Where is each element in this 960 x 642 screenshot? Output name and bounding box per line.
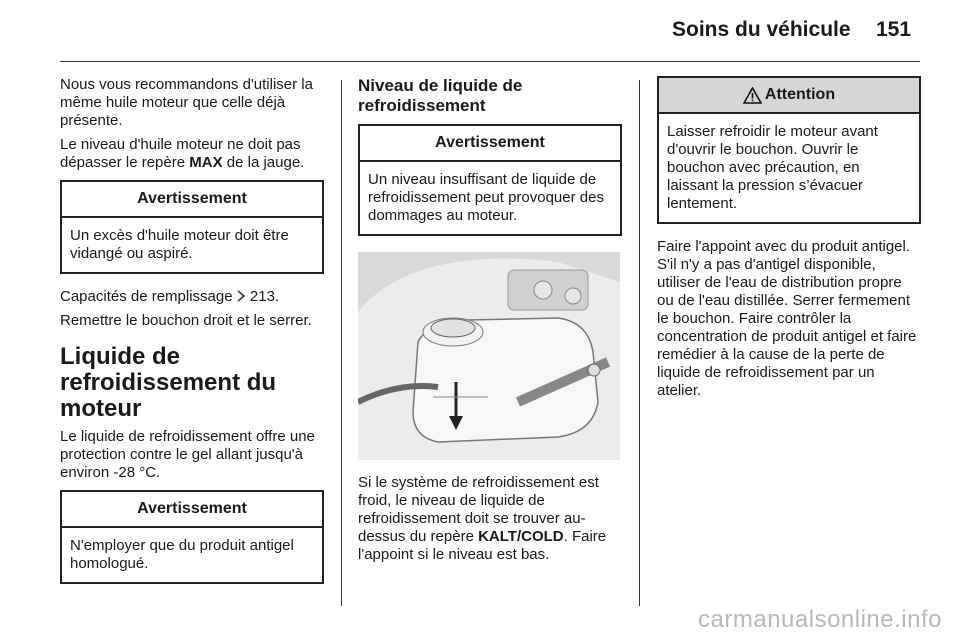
section-heading-coolant: Liquide de refroidissement du moteur <box>60 343 277 422</box>
page-reference: 213. <box>245 288 280 305</box>
warning-box-antifreeze <box>60 490 324 584</box>
text: Le niveau d'huile moteur ne doit pas dépasser le repère <box>60 136 301 171</box>
attention-label: Attention <box>764 86 836 103</box>
attention-heading <box>659 78 919 114</box>
warning-heading: Avertissement <box>62 182 322 218</box>
max-mark: MAX <box>189 154 223 171</box>
column-right <box>657 76 921 406</box>
warning-text: N'employer que du produit antigel homologué. <box>70 537 294 572</box>
watermark: carmanualsonline.info <box>698 606 942 633</box>
text: Si le système de refroidissement est froid, le niveau de liquide de refroidissement doit se trouver au-dessus du repère <box>358 474 599 545</box>
warning-text: Un excès d'huile moteur doit être vidangé ou aspiré. <box>70 227 289 262</box>
attention-box <box>657 76 921 224</box>
paragraph-cap-tighten: Remettre le bouchon droit et le serrer. <box>60 312 312 329</box>
header-rule <box>60 61 920 62</box>
warning-box-coolant <box>358 124 622 236</box>
attention-text: Laisser refroidir le moteur avant d'ouvrir le bouchon. Ouvrir le bouchon avec précaution, en laissant la pression s’évacuer lentement. <box>667 123 878 212</box>
paragraph-topup-instructions: Faire l'appoint avec du produit antigel. S'il n'y a pas d'antigel disponible, utiliser de l'eau de distribution propre ou de l'eau distillée. Serrer fermement le bouchon. Faire contrôler la concentration de produit antigel et faire remédier à la cause de la perte de liquide de refroidissement par un atelier. <box>657 238 917 399</box>
column-middle <box>358 76 622 570</box>
text: . Faire l'appoint si le niveau est bas. <box>358 528 607 563</box>
coolant-reservoir-illustration <box>358 252 620 460</box>
warning-heading: Avertissement <box>360 126 620 162</box>
paragraph-capacities <box>60 288 324 306</box>
warning-heading: Avertissement <box>62 492 322 528</box>
page-header-title: Soins du véhicule <box>672 18 851 41</box>
paragraph-oil-recommendation: Nous vous recommandons d'utiliser la même huile moteur que celle déjà présente. <box>60 76 313 129</box>
column-left <box>60 76 324 598</box>
warning-text: Un niveau insuffisant de liquide de refroidissement peut provoquer des dommages au moteur. <box>368 171 604 224</box>
column-divider-2 <box>639 80 640 606</box>
paragraph-oil-max <box>60 136 324 172</box>
paragraph-coolant-protection: Le liquide de refroidissement offre une protection contre le gel allant jusqu'à environ -28 °C. <box>60 428 315 481</box>
page-number: 151 <box>876 18 912 41</box>
subheading-coolant-level: Niveau de liquide de refroidissement <box>358 76 523 115</box>
warning-box-oil <box>60 180 324 274</box>
text: de la jauge. <box>222 154 305 171</box>
warning-triangle-icon <box>743 87 762 104</box>
column-divider-1 <box>341 80 342 606</box>
kalt-cold-mark: KALT/COLD <box>478 528 564 545</box>
reference-arrow-icon <box>237 290 246 302</box>
paragraph-coolant-level <box>358 474 622 564</box>
text: Capacités de remplissage <box>60 288 237 305</box>
